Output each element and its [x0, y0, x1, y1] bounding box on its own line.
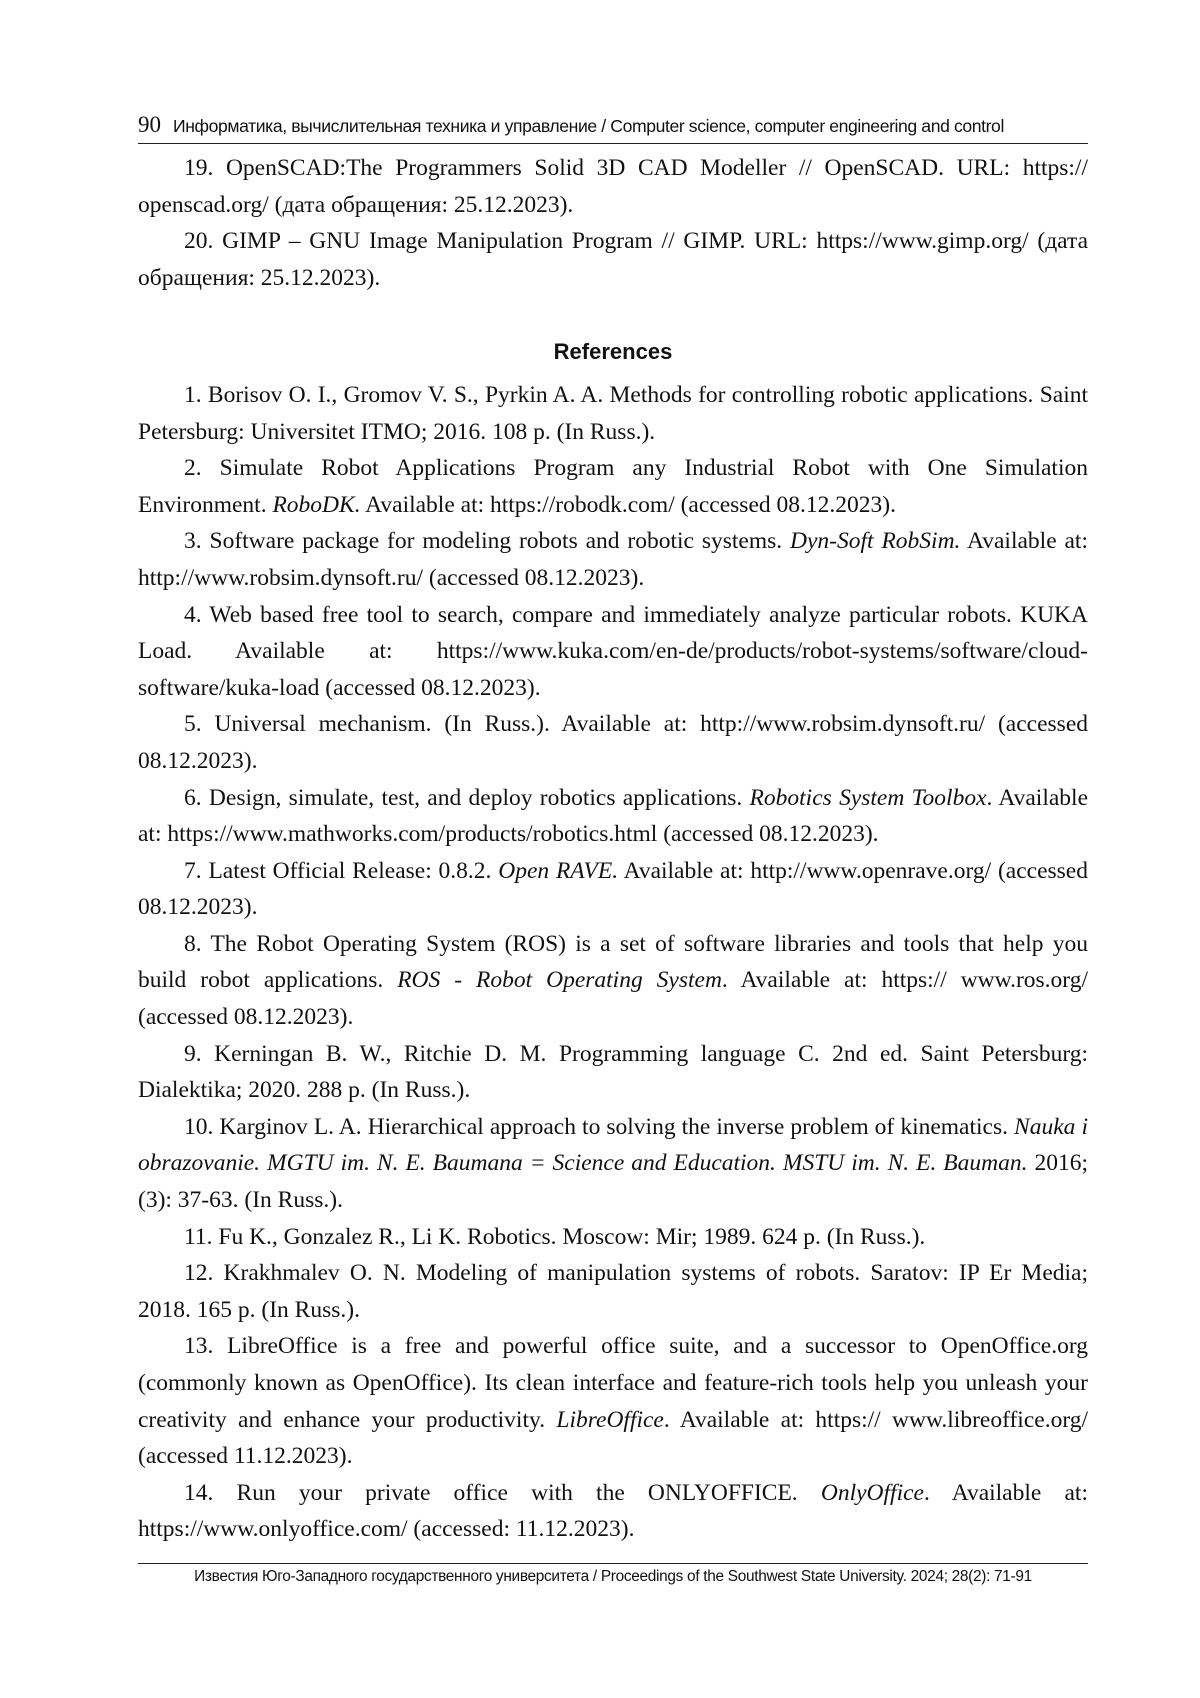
reference-source-italic: RoboDK. [272, 491, 361, 518]
reference-text: 7. Latest Official Release: 0.8.2. [184, 857, 499, 884]
reference-item [138, 1036, 1088, 1109]
reference-text: 2016; (3): 37-63. (In Russ.). [138, 1150, 1088, 1214]
reference-text: 13. LibreOffice is a free and powerful office suite, and a successor to OpenOffice.org (commonly known as OpenOffice). Its clean interface and feature-rich tools help you unleash your creativity and enhance your productivity. [138, 1333, 1088, 1433]
reference-source-italic: ROS - Robot Operating System [397, 967, 722, 994]
reference-item [138, 1255, 1088, 1328]
continued-reference-list [138, 150, 1088, 296]
reference-text: . Available at: https://www.mathworks.com/products/robotics.html (accessed 08.12.2023). [138, 784, 1089, 848]
reference-item [138, 1328, 1088, 1474]
footer-citation: Известия Юго-Западного государственного университета / Proceedings of the Southwest State University. 2024; 28(2): 71-91 [194, 1568, 1032, 1585]
reference-text: 3. Software package for modeling robots and robotic systems. [184, 528, 791, 555]
reference-text: . Available at: https://www.onlyoffice.com/ (accessed: 11.12.2023). [138, 1479, 1088, 1543]
reference-item [138, 853, 1088, 926]
reference-item [138, 706, 1088, 779]
reference-item [138, 450, 1088, 523]
reference-text: 12. Krakhmalev O. N. Modeling of manipulation systems of robots. Saratov: IP Er Media; 2018. 165 p. (In Russ.). [138, 1260, 1088, 1323]
reference-item [138, 523, 1088, 596]
reference-source-italic: Dyn-Soft RobSim. [790, 528, 961, 555]
reference-item [138, 1219, 1088, 1256]
reference-text: 1. Borisov O. I., Gromov V. S., Pyrkin A. A. Methods for controlling robotic applications. Saint Petersburg: Universitet ITMO; 2016. 108 p. (In Russ.). [138, 381, 1088, 445]
page-body [138, 150, 1088, 1548]
reference-item [138, 1109, 1088, 1219]
reference-item [138, 597, 1088, 707]
page-number: 90 [138, 112, 161, 137]
reference-item [138, 377, 1088, 450]
reference-source-italic: Open RAVE. [498, 857, 619, 884]
reference-text: 19. OpenSCAD:The Programmers Solid 3D CAD Modeller // OpenSCAD. URL: https:// openscad.org/ (дата обращения: 25.12.2023). [138, 155, 1088, 218]
reference-source-italic: Robotics System Toolbox [749, 784, 987, 811]
reference-text: 20. GIMP – GNU Image Manipulation Program // GIMP. URL: https://www.gimp.org/ (дата обращения: 25.12.2023). [138, 228, 1088, 291]
reference-text: Available at: http://www.openrave.org/ (accessed 08.12.2023). [138, 857, 1088, 921]
reference-source-italic: Nauka i obrazovanie. MGTU im. N. E. Baumana = Science and Education. MSTU im. N. E. Bauman. [138, 1113, 1088, 1177]
reference-text: 11. Fu K., Gonzalez R., Li K. Robotics. Moscow: Mir; 1989. 624 p. (In Russ.). [184, 1223, 926, 1250]
reference-item [138, 1475, 1088, 1548]
reference-item [138, 926, 1088, 1036]
reference-item [138, 223, 1088, 296]
reference-text: 5. Universal mechanism. (In Russ.). Available at: http://www.robsim.dynsoft.ru/ (accessed 08.12.2023). [138, 711, 1088, 774]
reference-item [138, 150, 1088, 223]
reference-text: 6. Design, simulate, test, and deploy robotics applications. [184, 784, 750, 811]
reference-text: . Available at: https:// www.ros.org/ (accessed 08.12.2023). [138, 967, 1088, 1031]
reference-text: . Available at: https:// www.libreoffice.org/ (accessed 11.12.2023). [138, 1406, 1088, 1470]
reference-source-italic: LibreOffice [556, 1406, 664, 1433]
running-header [138, 112, 1088, 144]
reference-text: 10. Karginov L. A. Hierarchical approach to solving the inverse problem of kinematics. [184, 1113, 1015, 1140]
reference-text: 9. Kerningan B. W., Ritchie D. M. Programming language C. 2nd ed. Saint Petersburg: Dialektika; 2020. 288 p. (In Russ.). [138, 1040, 1088, 1104]
reference-text: 2. Simulate Robot Applications Program any Industrial Robot with One Simulation Environment. [138, 455, 1088, 518]
section-title: References [553, 339, 673, 365]
reference-source-italic: OnlyOffice [820, 1479, 924, 1506]
reference-list [138, 377, 1088, 1548]
running-footer [138, 1563, 1088, 1586]
reference-text: 4. Web based free tool to search, compare and immediately analyze particular robots. KUKA Load. Available at: https://www.kuka.com/en-de/products/robot-systems/software/cloud-software/kuka-load (accessed 08.12.2023). [138, 601, 1088, 701]
reference-text: Available at: http://www.robsim.dynsoft.ru/ (accessed 08.12.2023). [138, 528, 1088, 591]
reference-text: 8. The Robot Operating System (ROS) is a set of software libraries and tools that help you build robot applications. [138, 930, 1088, 994]
reference-text: Available at: https://robodk.com/ (accessed 08.12.2023). [360, 491, 896, 518]
reference-text: 14. Run your private office with the ONLYOFFICE. [184, 1479, 821, 1506]
reference-item [138, 780, 1088, 853]
journal-section-title: Информатика, вычислительная техника и управление / Computer science, computer engineering and control [173, 116, 1004, 136]
